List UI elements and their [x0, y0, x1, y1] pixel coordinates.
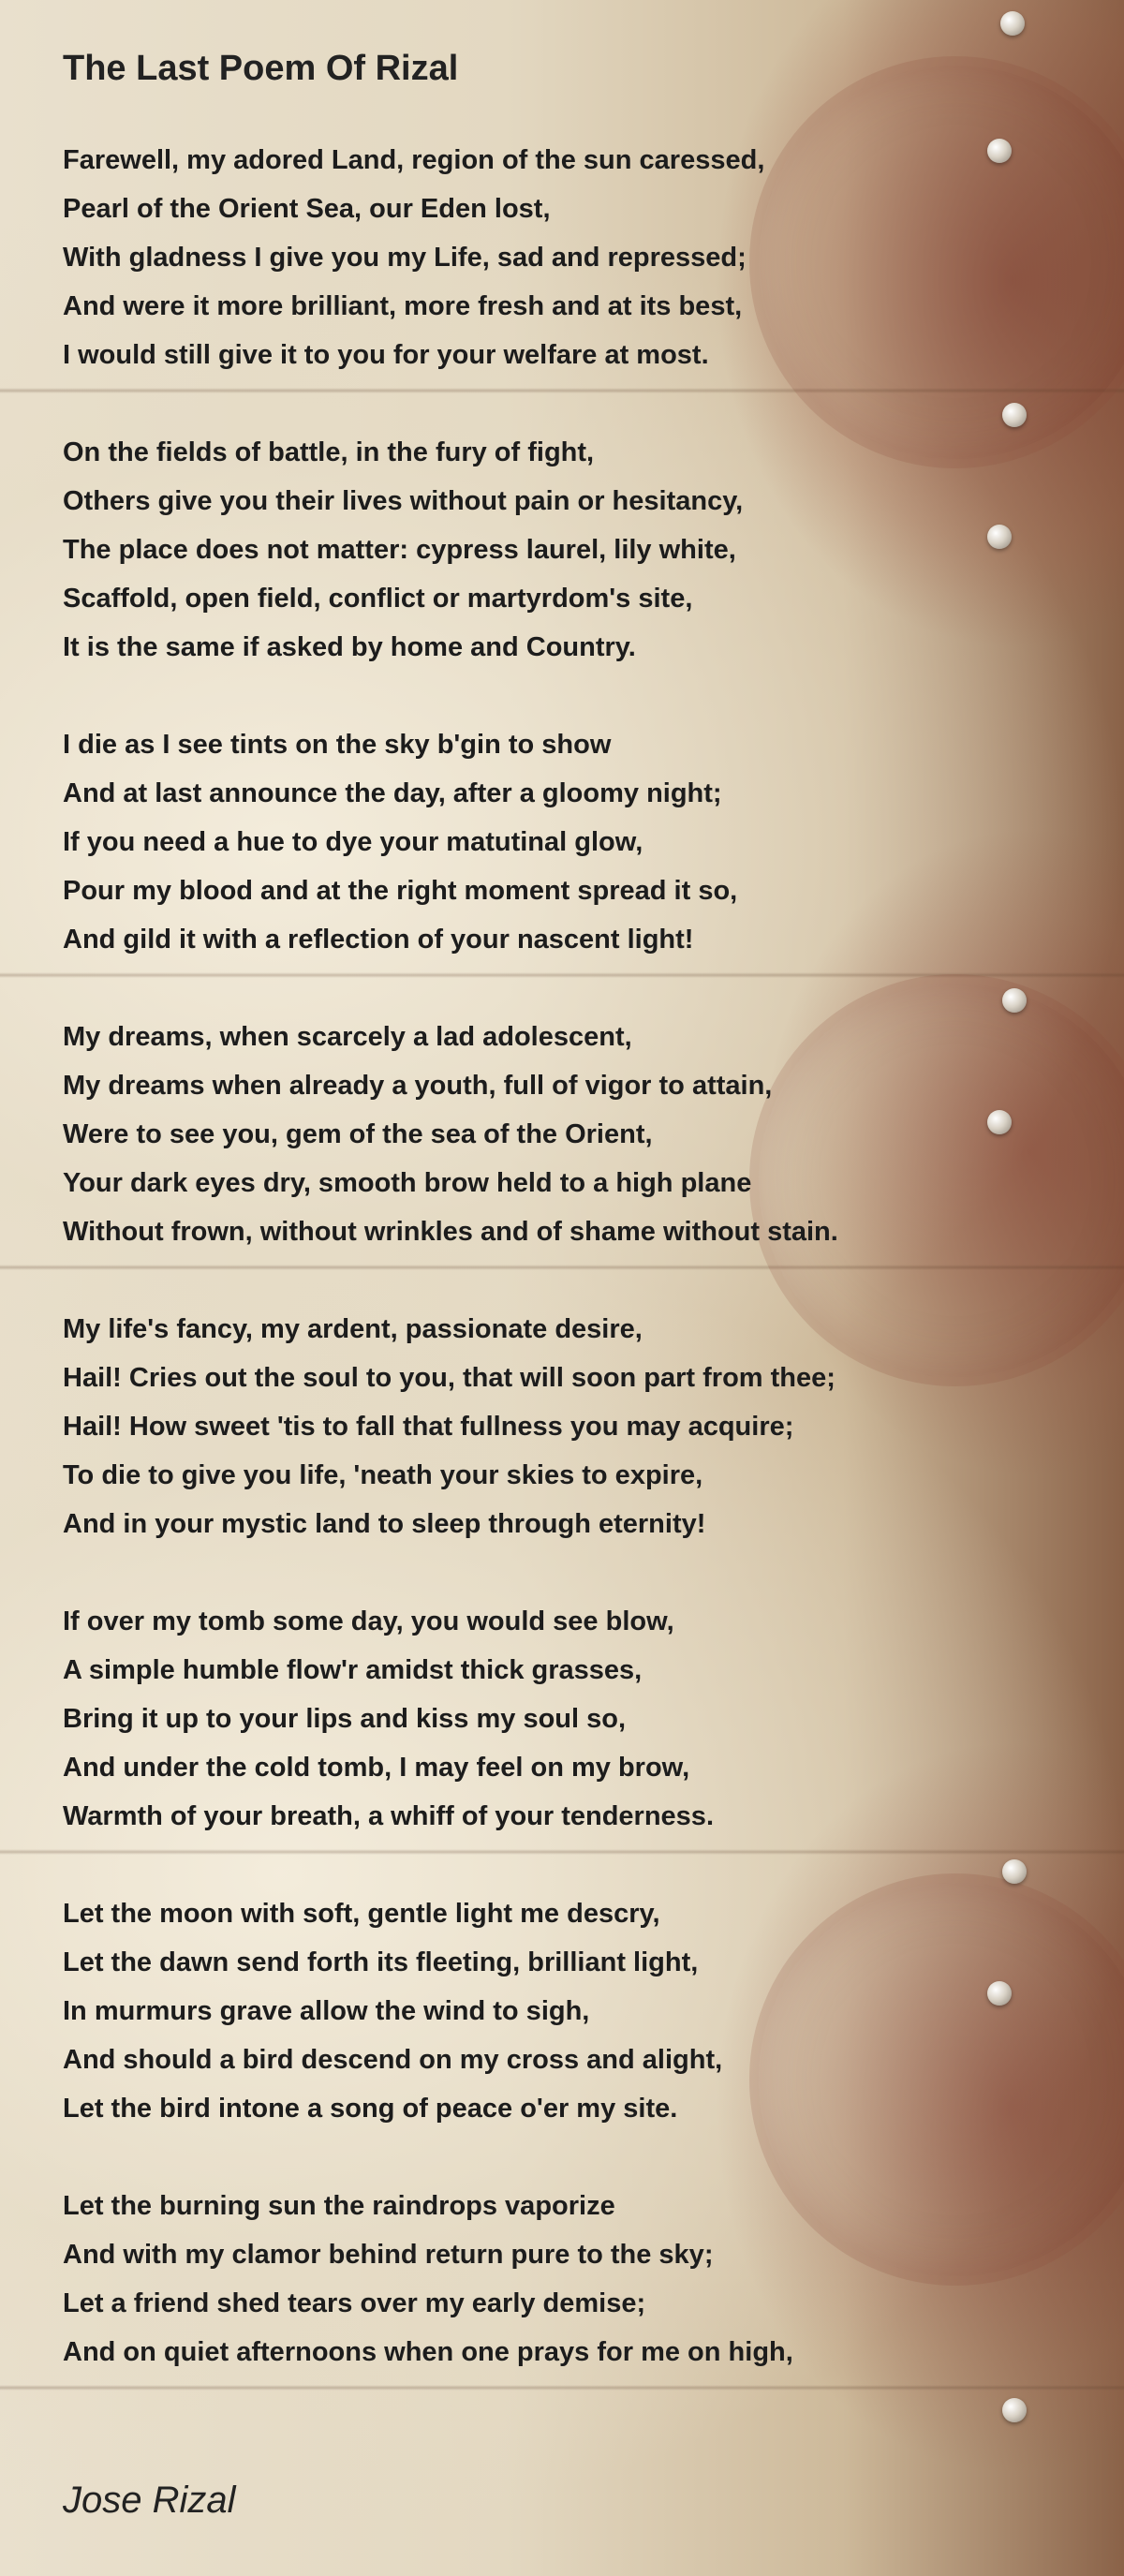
poem-line: And were it more brilliant, more fresh and at its best, — [63, 291, 743, 321]
poem-line: Warmth of your breath, a whiff of your tenderness. — [63, 1801, 714, 1831]
poem-line: It is the same if asked by home and Country. — [63, 632, 636, 662]
pearl-ornament-icon — [1002, 2398, 1027, 2422]
stanza — [63, 2182, 999, 2376]
poem-line: And gild it with a reflection of your nascent light! — [63, 925, 694, 955]
stanza — [63, 1013, 999, 1256]
stanza — [63, 1597, 999, 1841]
poem-line: If over my tomb some day, you would see blow, — [63, 1606, 674, 1636]
poem-line: My dreams when already a youth, full of vigor to attain, — [63, 1071, 773, 1101]
poem-title: The Last Poem Of Rizal — [63, 49, 459, 88]
stanza — [63, 1889, 999, 2133]
poem-line: With gladness I give you my Life, sad and repressed; — [63, 243, 747, 273]
stanza — [63, 428, 999, 672]
poem-line: A simple humble flow'r amidst thick grasses, — [63, 1655, 643, 1685]
stanza — [63, 720, 999, 964]
poem-line: And under the cold tomb, I may feel on my brow, — [63, 1753, 690, 1783]
poem-line: And on quiet afternoons when one prays for me on high, — [63, 2337, 793, 2367]
stanza — [63, 1305, 999, 1548]
poem-line: My dreams, when scarcely a lad adolescent, — [63, 1022, 632, 1052]
poem-line: And should a bird descend on my cross and alight, — [63, 2045, 723, 2075]
poem-line: If you need a hue to dye your matutinal glow, — [63, 827, 643, 857]
poem-line: Without frown, without wrinkles and of shame without stain. — [63, 1217, 838, 1247]
poem-line: Hail! How sweet 'tis to fall that fullness you may acquire; — [63, 1412, 794, 1442]
poem-line: My life's fancy, my ardent, passionate desire, — [63, 1314, 643, 1344]
poem-line: And in your mystic land to sleep through eternity! — [63, 1509, 706, 1539]
pearl-ornament-icon — [1002, 1859, 1027, 1884]
poem-line: And with my clamor behind return pure to the sky; — [63, 2240, 714, 2270]
stanza — [63, 136, 999, 379]
poem-line: Let a friend shed tears over my early demise; — [63, 2288, 646, 2318]
author-name: Jose Rizal — [63, 2480, 236, 2521]
poem-body — [63, 136, 999, 2425]
poem-line: Were to see you, gem of the sea of the Orient, — [63, 1119, 653, 1149]
poem-line: And at last announce the day, after a gloomy night; — [63, 778, 722, 808]
pearl-ornament-icon — [1002, 403, 1027, 427]
poem-line: Let the burning sun the raindrops vaporize — [63, 2191, 615, 2221]
poem-line: On the fields of battle, in the fury of fight, — [63, 437, 595, 467]
poem-line: Let the moon with soft, gentle light me descry, — [63, 1899, 660, 1929]
poem-line: Others give you their lives without pain or hesitancy, — [63, 486, 744, 516]
poem-line: Farewell, my adored Land, region of the sun caressed, — [63, 145, 765, 175]
poem-line: Hail! Cries out the soul to you, that will soon part from thee; — [63, 1363, 836, 1393]
poem-line: I die as I see tints on the sky b'gin to show — [63, 730, 612, 760]
poem-line: Let the bird intone a song of peace o'er my site. — [63, 2094, 678, 2124]
poem-line: Let the dawn send forth its fleeting, brilliant light, — [63, 1947, 699, 1977]
pearl-ornament-icon — [1002, 988, 1027, 1013]
poem-line: I would still give it to you for your welfare at most. — [63, 340, 709, 370]
poem-line: The place does not matter: cypress laurel, lily white, — [63, 535, 736, 565]
poem-line: Your dark eyes dry, smooth brow held to a high plane — [63, 1168, 752, 1198]
poem-line: To die to give you life, 'neath your skies to expire, — [63, 1460, 703, 1490]
pearl-ornament-icon — [1000, 11, 1025, 36]
poem-line: Pearl of the Orient Sea, our Eden lost, — [63, 194, 551, 224]
poem-line: Pour my blood and at the right moment spread it so, — [63, 876, 738, 906]
poem-line: Bring it up to your lips and kiss my soul so, — [63, 1704, 627, 1734]
poem-line: In murmurs grave allow the wind to sigh, — [63, 1996, 590, 2026]
poem-line: Scaffold, open field, conflict or martyrdom's site, — [63, 584, 693, 614]
